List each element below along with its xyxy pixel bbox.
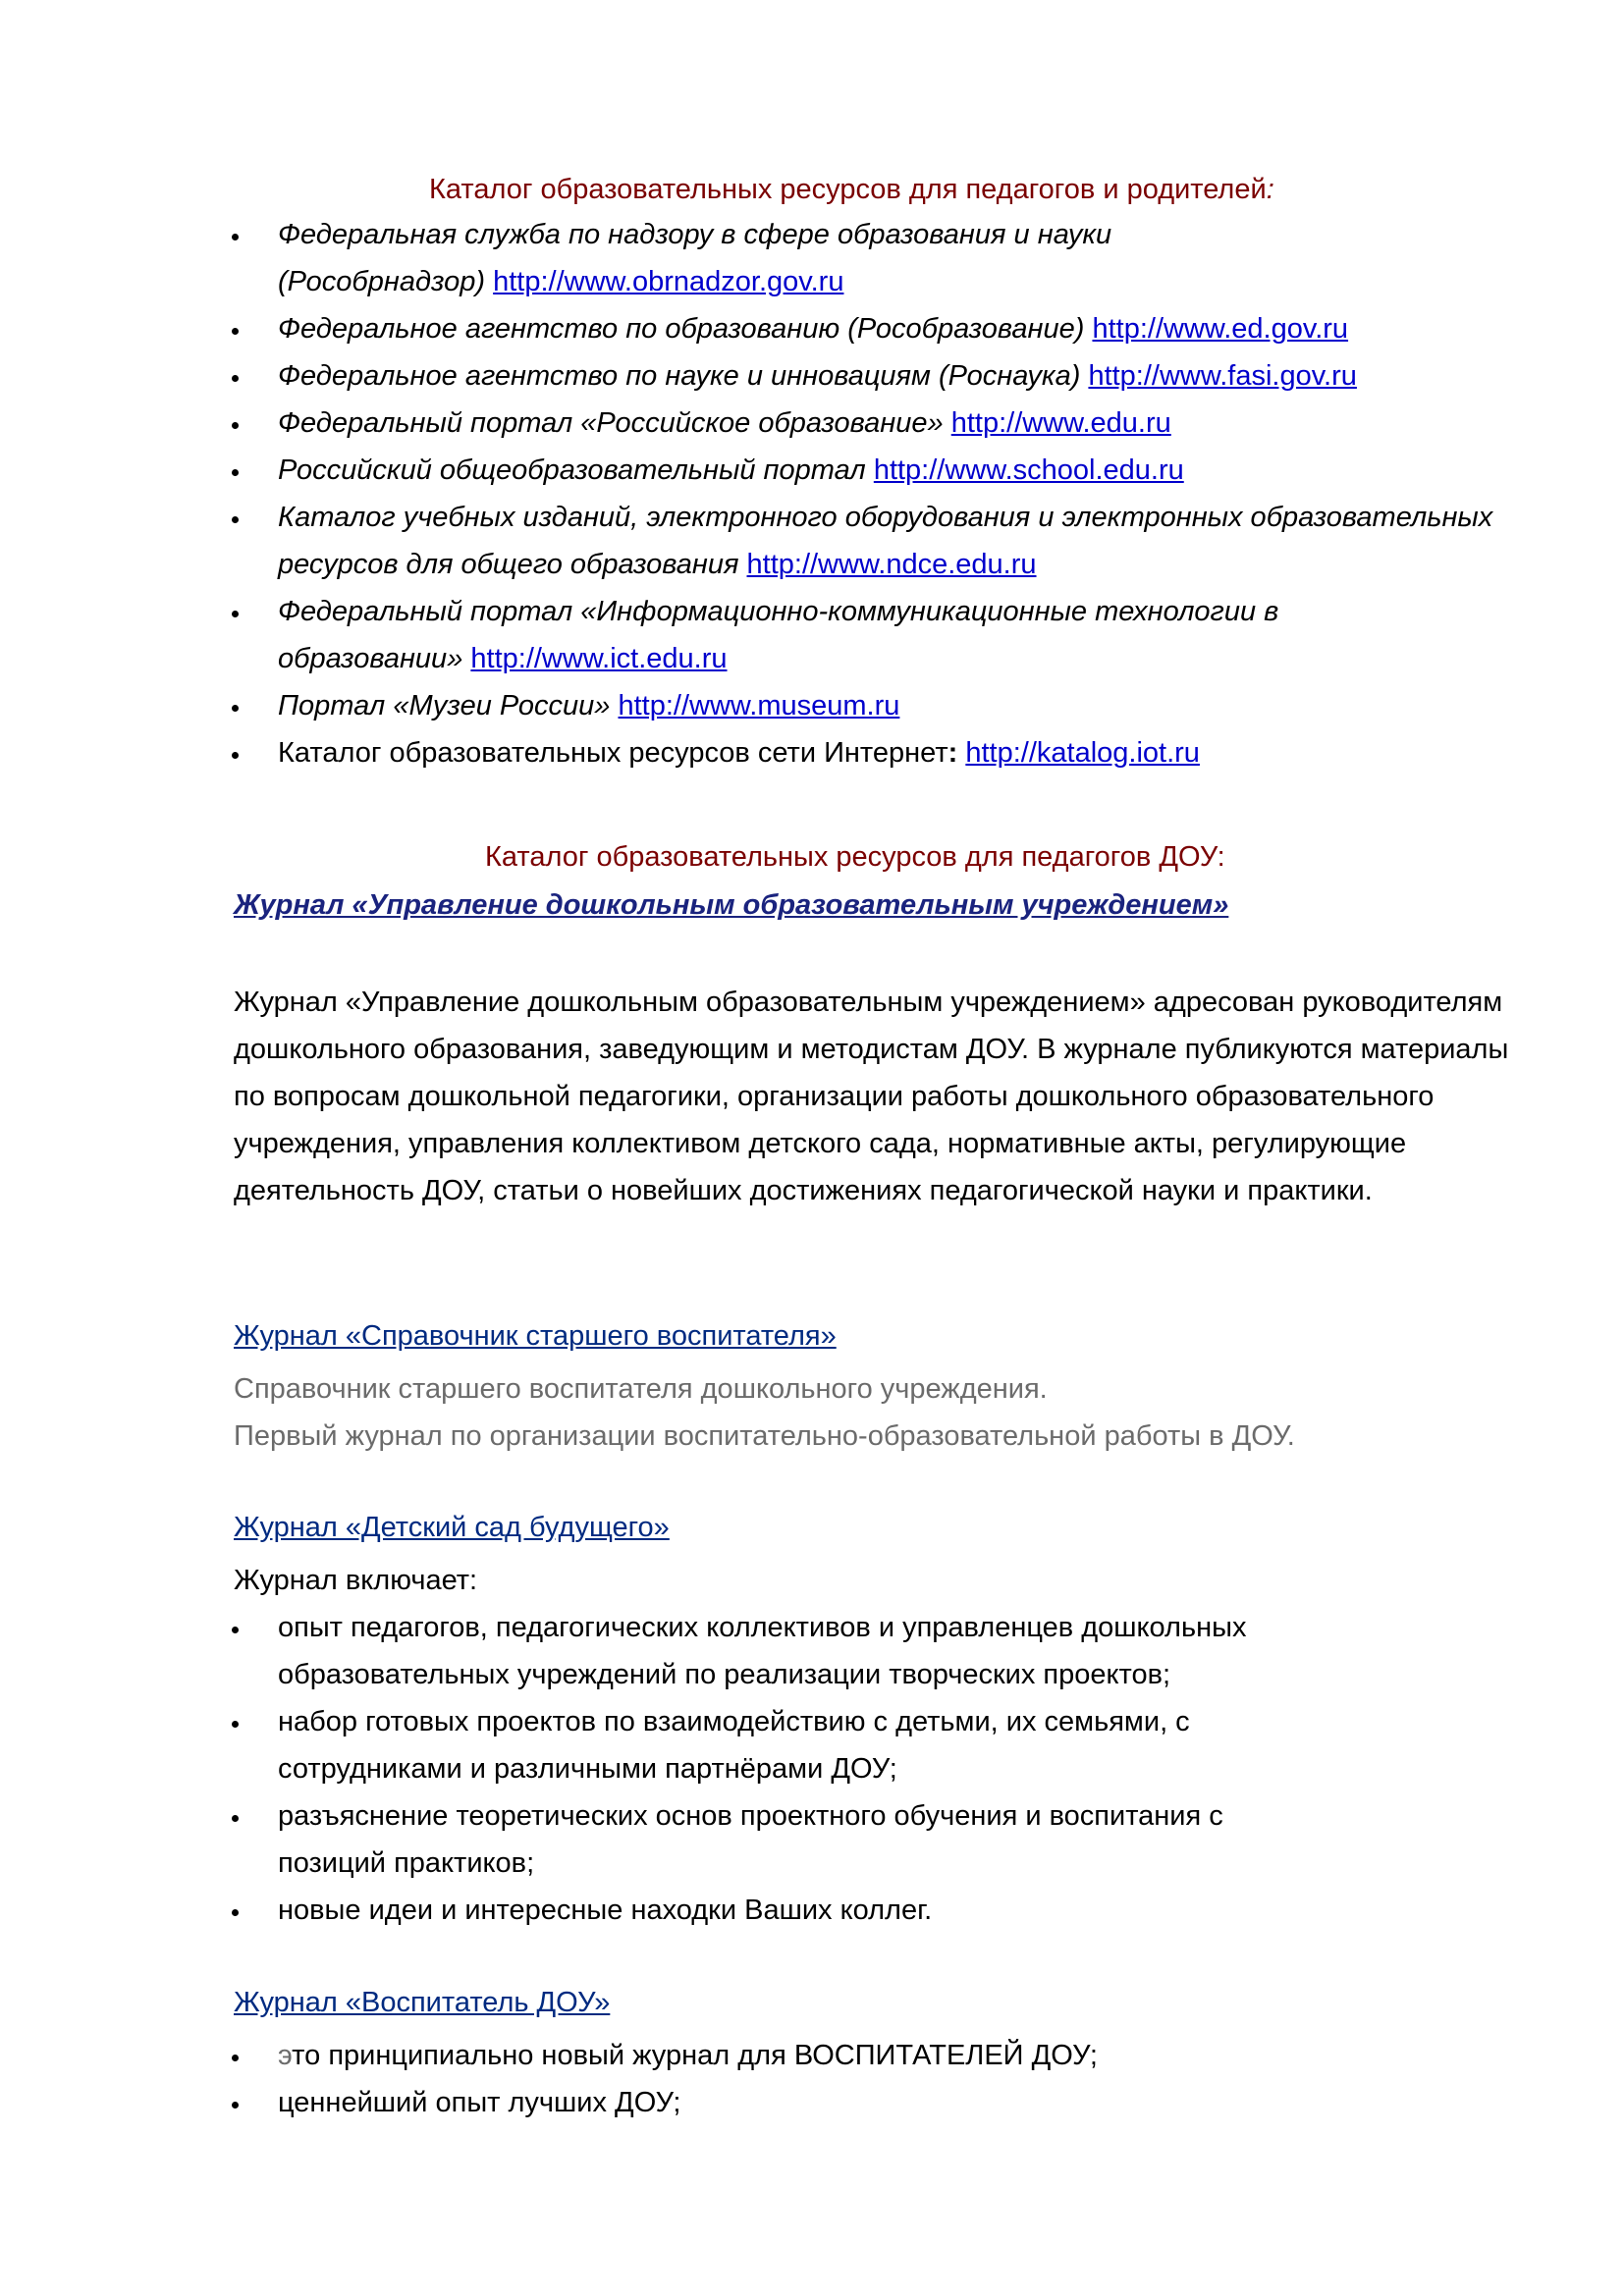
bullet-icon: [232, 234, 239, 240]
resource-link[interactable]: http://www.ict.edu.ru: [470, 643, 728, 674]
resource-name: (Рособрнадзор): [278, 266, 486, 297]
resource-link[interactable]: http://www.fasi.gov.ru: [1088, 360, 1357, 392]
resource-name: Федеральная служба по надзору в сфере образования и науки: [278, 219, 1112, 250]
journal-link-kindergarten-future[interactable]: Журнал «Детский сад будущего»: [234, 1512, 670, 1543]
list-item: [0, 400, 1544, 447]
list-item-text: то принципиально новый журнал для ВОСПИТАТЕЛЕЙ ДОУ;: [292, 2040, 1098, 2071]
bullet-icon: [232, 2055, 239, 2061]
resource-name: Федеральное агентство по науке и инновациям (Роснаука): [278, 360, 1081, 392]
bullet-icon: [232, 2102, 239, 2109]
bullet-icon: [232, 328, 239, 335]
list-item: [0, 729, 1544, 776]
resource-link[interactable]: http://www.museum.ru: [618, 690, 900, 721]
journal-description: Журнал «Управление дошкольным образовательным учреждением» адресован руководителям дошкольного образования, заведующим и методистам ДОУ. В журнале публикуются материалы по вопросам дошкольной педагогики, организации работы дошкольного образовательного учреждения, управления коллективом детского сада, нормативные акты, регулирующие деятельность ДОУ, статьи о новейших достижениях педагогической науки и практики.: [234, 987, 1509, 1206]
list-item-first-letter: э: [278, 2040, 293, 2071]
journal-senior-educator-line1: Справочник старшего воспитателя дошкольного учреждения.: [234, 1373, 1048, 1405]
list-item-text: разъяснение теоретических основ проектного обучения и воспитания с позиций практиков;: [278, 1800, 1223, 1879]
resource-link[interactable]: http://www.obrnadzor.gov.ru: [493, 266, 844, 297]
resource-name: образовании»: [278, 643, 463, 674]
journal-senior-educator-line2: Первый журнал по организации воспитательно-образовательной работы в ДОУ.: [234, 1420, 1295, 1452]
bullet-icon: [232, 1721, 239, 1728]
list-item: [0, 2032, 1544, 2079]
resource-name: Федеральное агентство по образованию (Рособразование): [278, 313, 1085, 345]
bullet-icon: [232, 1627, 239, 1633]
bullet-icon: [232, 705, 239, 712]
resource-link[interactable]: http://www.edu.ru: [950, 407, 1171, 439]
journal-link-management[interactable]: Журнал «Управление дошкольным образовательным учреждением»: [234, 889, 1229, 921]
resource-link[interactable]: http://www.ndce.edu.ru: [746, 549, 1037, 580]
list-item: [0, 305, 1544, 352]
resource-link[interactable]: http://www.school.edu.ru: [873, 454, 1184, 486]
list-item-text: опыт педагогов, педагогических коллективов и управленцев дошкольных образовательных учреждений по реализации творческих проектов;: [278, 1612, 1247, 1690]
resource-name: Каталог учебных изданий, электронного оборудования и электронных образовательных: [278, 502, 1493, 533]
resource-link[interactable]: http://katalog.iot.ru: [965, 737, 1200, 769]
bullet-icon: [232, 469, 239, 476]
resource-link[interactable]: http://www.ed.gov.ru: [1092, 313, 1349, 345]
list-item: [0, 1792, 1319, 1887]
journal-includes-label: Журнал включает:: [234, 1565, 478, 1596]
resource-name: Каталог образовательных ресурсов сети Интернет: [278, 737, 948, 769]
list-item: [0, 447, 1544, 494]
list-item: [0, 1887, 1319, 1934]
journal-includes-list: [0, 1604, 1319, 1934]
list-item-text: ценнейший опыт лучших ДОУ;: [278, 2087, 681, 2118]
catalog-heading-parents: [429, 172, 1274, 207]
bullet-icon: [232, 422, 239, 429]
list-item: [0, 682, 1544, 729]
bullet-icon: [232, 1815, 239, 1822]
list-item: [0, 2079, 1544, 2126]
list-item: [0, 588, 1544, 682]
bullet-icon: [232, 752, 239, 759]
resource-name: Федеральный портал «Информационно-коммуникационные технологии в: [278, 596, 1279, 627]
bullet-icon: [232, 1909, 239, 1916]
list-item: [0, 211, 1544, 305]
bullet-icon: [232, 375, 239, 382]
list-item-text: набор готовых проектов по взаимодействию с детьми, их семьями, с сотрудниками и различными партнёрами ДОУ;: [278, 1706, 1190, 1785]
resource-list: [0, 211, 1544, 776]
catalog-heading-parents-text: Каталог образовательных ресурсов для педагогов и родителей: [429, 174, 1267, 205]
journal-link-educator-dou[interactable]: Журнал «Воспитатель ДОУ»: [234, 1987, 611, 2018]
resource-colon: :: [947, 737, 958, 769]
bullet-icon: [232, 516, 239, 523]
journal-educator-list: [0, 2032, 1544, 2126]
bullet-icon: [232, 611, 239, 617]
catalog-heading-colon: :: [1266, 174, 1274, 205]
catalog-heading-dou: Каталог образовательных ресурсов для педагогов ДОУ:: [485, 841, 1225, 873]
resource-name: Федеральный портал «Российское образование»: [278, 407, 944, 439]
resource-name: Портал «Музеи России»: [278, 690, 611, 721]
journal-link-senior-educator[interactable]: Журнал «Справочник старшего воспитателя»: [234, 1320, 837, 1352]
list-item: [0, 352, 1544, 400]
resource-name: ресурсов для общего образования: [278, 549, 739, 580]
resource-name: Российский общеобразовательный портал: [278, 454, 866, 486]
list-item: [0, 494, 1544, 588]
list-item: [0, 1698, 1319, 1792]
list-item: [0, 1604, 1319, 1698]
list-item-text: новые идеи и интересные находки Ваших коллег.: [278, 1895, 933, 1926]
